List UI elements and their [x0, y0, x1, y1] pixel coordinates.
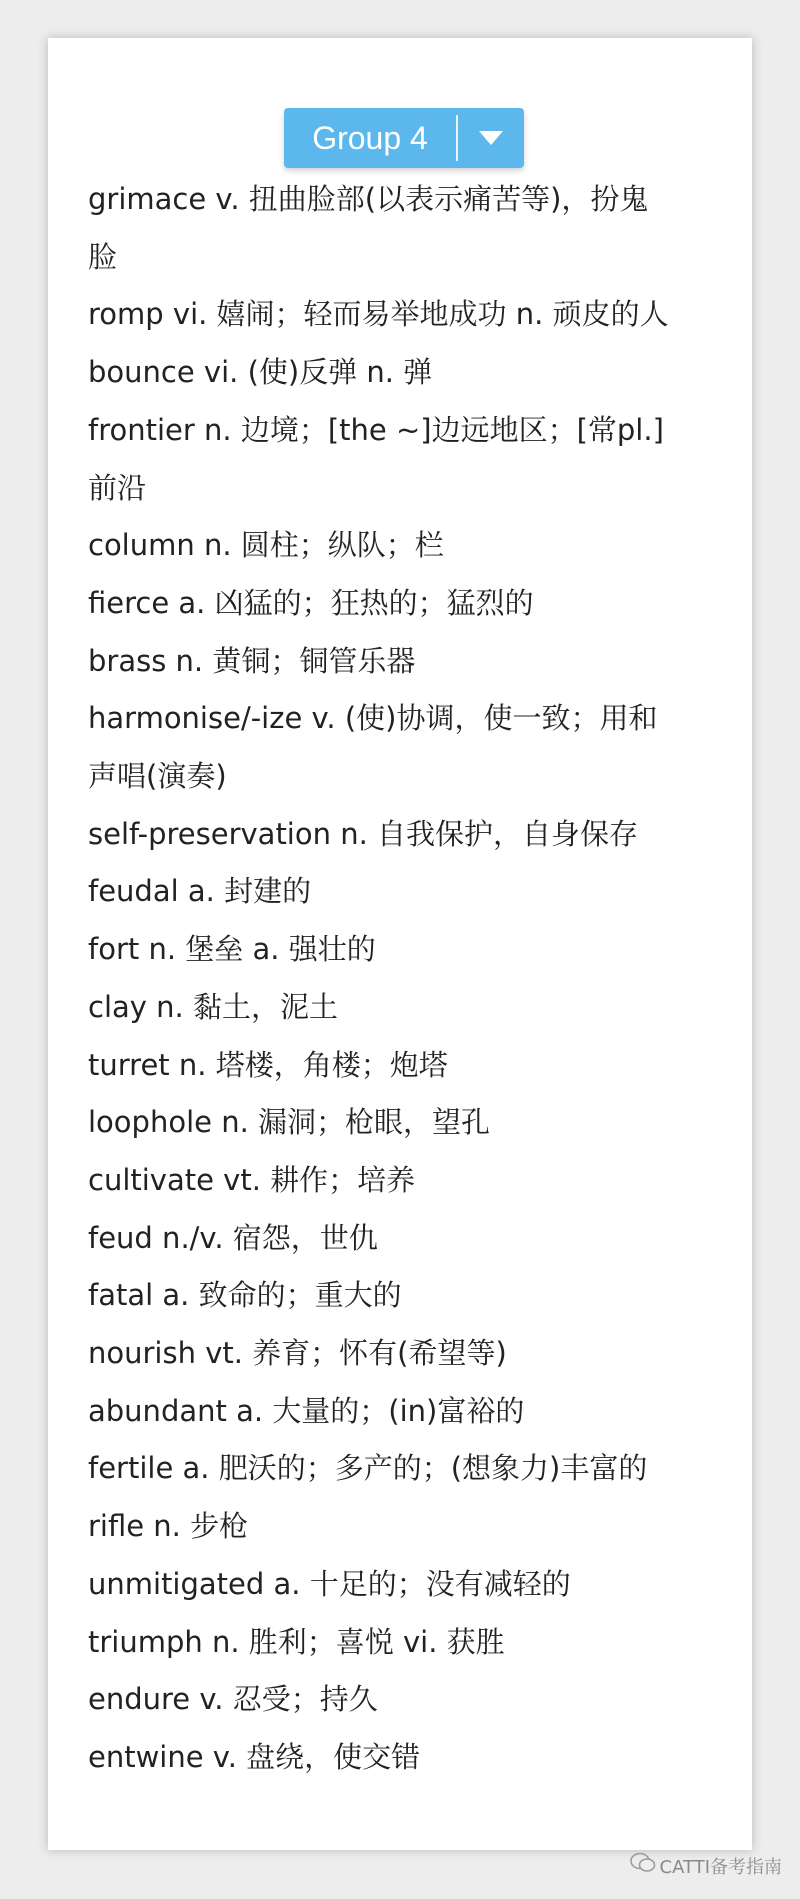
word-entry: fierce a. 凶猛的；狂热的；猛烈的: [88, 585, 534, 620]
word-entry: frontier n. 边境；[the ~]边远地区；[常pl.] 前沿: [88, 412, 664, 505]
word-entry: loophole n. 漏洞；枪眼，望孔: [88, 1105, 491, 1140]
word-entry: fatal a. 致命的；重大的: [88, 1278, 402, 1313]
word-entry: self-preservation n. 自我保护，自身保存: [88, 816, 639, 851]
word-entry: fort n. 堡垒 a. 强壮的: [88, 932, 376, 967]
group-select-label: Group 4: [312, 119, 428, 156]
word-entry: cultivate vt. 耕作；培养: [88, 1162, 416, 1197]
word-entry: triumph n. 胜利；喜悦 vi. 获胜: [88, 1624, 505, 1659]
word-entry: unmitigated a. 十足的；没有减轻的: [88, 1566, 571, 1601]
word-entry: brass n. 黄铜；铜管乐器: [88, 643, 416, 678]
watermark: [630, 1852, 782, 1879]
word-entry: rifle n. 步枪: [88, 1509, 249, 1544]
word-entry: feudal a. 封建的: [88, 874, 312, 909]
word-entry: grimace v. 扭曲脸部(以表示痛苦等)，扮鬼 脸: [88, 182, 649, 274]
word-entry: bounce vi. (使)反弹 n. 弹: [88, 355, 433, 390]
word-entry: clay n. 黏土，泥土: [88, 989, 338, 1024]
word-entry: entwine v. 盘绕，使交错: [88, 1739, 421, 1774]
word-entry: endure v. 忍受；持久: [88, 1682, 378, 1717]
chevron-down-icon[interactable]: [458, 130, 524, 146]
word-entry: nourish vt. 养育；怀有(希望等): [88, 1336, 507, 1371]
word-entry: feud n./v. 宿怨，世仇: [88, 1220, 378, 1255]
word-entry: turret n. 塔楼，角楼；炮塔: [88, 1047, 448, 1082]
word-entry: fertile a. 肥沃的；多产的；(想象力)丰富的: [88, 1451, 648, 1486]
word-entry: romp vi. 嬉闹；轻而易举地成功 n. 顽皮的人: [88, 297, 669, 332]
watermark-text: CATTI备考指南: [659, 1856, 782, 1878]
group-select-button[interactable]: [284, 108, 524, 168]
word-entry: abundant a. 大量的；(in)富裕的: [88, 1393, 525, 1428]
vocabulary-card: [48, 38, 752, 1850]
word-list: [88, 171, 728, 1787]
word-entry: column n. 圆柱；纵队；栏: [88, 528, 444, 563]
word-entry: harmonise/-ize v. (使)协调，使一致；用和 声唱(演奏): [88, 701, 658, 794]
wechat-icon: [630, 1852, 656, 1879]
